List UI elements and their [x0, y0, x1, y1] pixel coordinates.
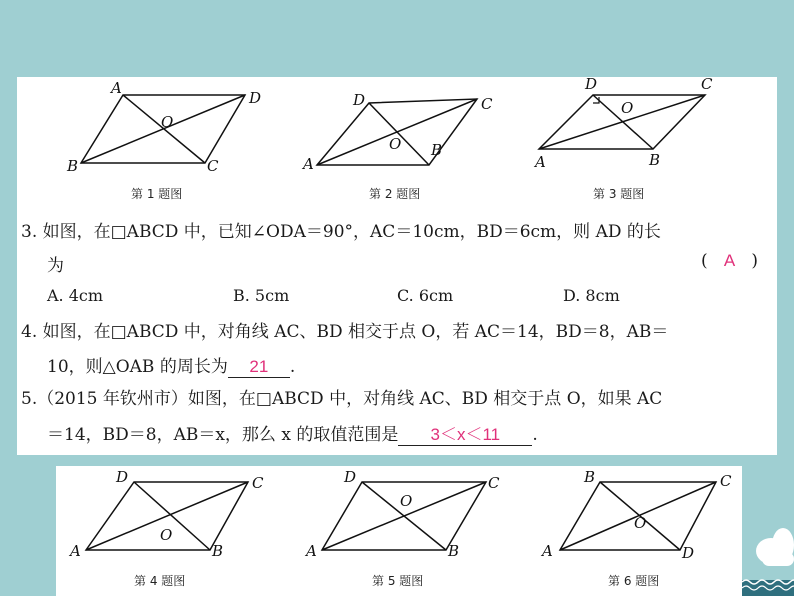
question-4-text: 10，则△OAB 的周长为	[47, 357, 228, 377]
figure-2	[303, 85, 503, 185]
figure-2-caption: 第 2 题图	[369, 187, 421, 201]
figure-1-caption: 第 1 题图	[131, 187, 183, 201]
figure-3	[525, 73, 725, 173]
question-5-line-1: 5.（2015 年钦州市）如图，在□ABCD 中，对角线 AC、BD 相交于点 O，如果 AC	[21, 389, 663, 409]
vertex-B: B	[431, 141, 443, 159]
vertex-B: B	[649, 151, 661, 169]
question-4-answer-blank	[228, 357, 290, 378]
bracket-open: (	[701, 251, 708, 271]
question-5-text: ＝14，BD＝8，AB＝x，那么 x 的取值范围是	[47, 425, 399, 445]
figure-5-caption: 第 5 题图	[372, 574, 424, 588]
question-5-answer: 3＜x＜11	[430, 425, 501, 444]
vertex-C: C	[701, 75, 713, 93]
problem-panel-top	[17, 77, 777, 455]
vertex-B: B	[212, 542, 224, 560]
question-3-choice-b: B. 5cm	[233, 286, 290, 305]
vertex-C: C	[252, 474, 264, 492]
vertex-O: O	[400, 492, 413, 510]
vertex-O: O	[634, 514, 647, 532]
parallelogram-figure-2	[303, 85, 503, 185]
vertex-D: D	[682, 544, 695, 562]
vertex-C: C	[481, 95, 493, 113]
vertex-O: O	[161, 113, 174, 131]
vertex-A: A	[303, 155, 314, 173]
figure-1	[67, 81, 267, 181]
vertex-A: A	[70, 542, 81, 560]
bracket-close: )	[751, 251, 759, 271]
vertex-O: O	[621, 99, 634, 117]
question-5-period: .	[532, 425, 538, 445]
vertex-A: A	[535, 153, 546, 171]
wave-decoration	[742, 572, 794, 596]
vertex-D: D	[344, 468, 357, 486]
question-4-answer: 21	[249, 357, 269, 376]
figure-panel-bottom	[56, 466, 742, 596]
vertex-A: A	[306, 542, 317, 560]
question-4-line-1: 4. 如图，在□ABCD 中，对角线 AC、BD 相交于点 O，若 AC＝14，BD＝8，AB＝	[21, 322, 669, 342]
parallelogram-figure-6	[534, 468, 744, 560]
vertex-C: C	[488, 474, 500, 492]
vertex-C: C	[207, 157, 219, 175]
figure-6-caption: 第 6 题图	[608, 574, 660, 588]
question-3-line-1: 3. 如图，在□ABCD 中，已知∠ODA＝90°，AC＝10cm，BD＝6cm，则 AD 的长	[21, 222, 661, 242]
question-3-answer-bracket	[701, 251, 758, 271]
figure-4-caption: 第 4 题图	[134, 574, 186, 588]
figure-6	[534, 468, 744, 560]
vertex-A: A	[111, 79, 122, 97]
vertex-B: B	[448, 542, 460, 560]
parallelogram-figure-1	[67, 81, 267, 181]
parallelogram-figure-5	[300, 468, 510, 560]
question-3-choice-d: D. 8cm	[563, 286, 620, 305]
question-5-answer-blank	[398, 425, 532, 446]
figure-5	[300, 468, 510, 560]
vertex-C: C	[720, 472, 732, 490]
question-4-line-2	[47, 352, 295, 378]
question-3-choice-a: A. 4cm	[47, 286, 104, 305]
vertex-D: D	[585, 75, 598, 93]
figure-3-caption: 第 3 题图	[593, 187, 645, 201]
vertex-D: D	[353, 91, 366, 109]
parallelogram-figure-3	[525, 73, 725, 173]
vertex-D: D	[116, 468, 129, 486]
figure-4	[66, 468, 276, 560]
vertex-A: A	[542, 542, 553, 560]
vertex-B: B	[67, 157, 79, 175]
vertex-B: B	[584, 468, 596, 486]
vertex-D: D	[249, 89, 262, 107]
parallelogram-figure-4	[66, 468, 276, 560]
question-3-answer: A	[723, 251, 736, 270]
question-5-line-2	[47, 420, 538, 446]
vertex-O: O	[160, 526, 173, 544]
vertex-O: O	[389, 135, 402, 153]
question-4-period: .	[289, 357, 296, 377]
question-3-line-2: 为	[47, 256, 64, 276]
question-3-choice-c: C. 6cm	[397, 286, 454, 305]
